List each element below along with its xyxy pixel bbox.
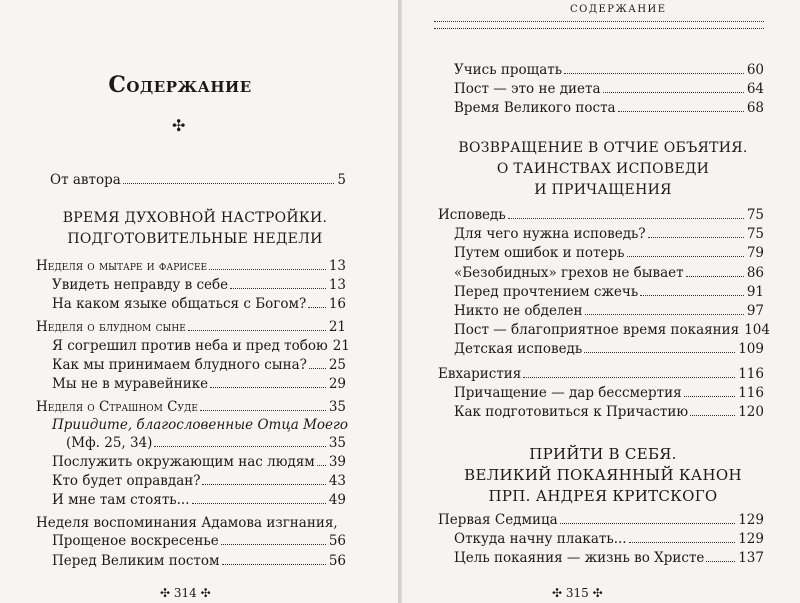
- toc-entry[interactable]: Пост — это не диета 64: [454, 81, 764, 97]
- toc-entry[interactable]: Кто будет оправдан? 43: [52, 473, 346, 489]
- page-title: Содержание: [108, 72, 252, 98]
- toc-entry[interactable]: Время Великого поста 68: [454, 100, 764, 116]
- toc-entry[interactable]: Пост — благоприятное время покаяния 104: [454, 322, 770, 338]
- toc-entry[interactable]: Увидеть неправду в себе 13: [52, 277, 346, 293]
- section-heading-1: ВРЕМЯ ДУХОВНОЙ НАСТРОЙКИ. ПОДГОТОВИТЕЛЬНЫЕ НЕДЕЛИ: [62, 210, 328, 247]
- toc-entry[interactable]: Мы не в муравейнике 29: [52, 376, 346, 392]
- toc-entry[interactable]: Цель покаяния — жизнь во Христе 137: [454, 550, 764, 566]
- toc-entry[interactable]: Прощеное воскресенье 56: [52, 533, 346, 549]
- cross-ornament-icon: ✣: [172, 116, 186, 135]
- toc-entry[interactable]: Учись прощать 60: [454, 62, 764, 78]
- toc-entry-line1: Неделя воспоминания Адамова изгнания,: [36, 515, 338, 531]
- toc-entry[interactable]: Неделя о Страшном Суде 35: [36, 399, 346, 415]
- toc-entry[interactable]: Откуда начну плакать... 129: [454, 531, 764, 547]
- page-number: ✣ 315 ✣: [552, 586, 603, 600]
- section-heading-3: ПРИЙТИ В СЕБЯ. ВЕЛИКИЙ ПОКАЯННЫЙ КАНОН ПРП. АНДРЕЯ КРИТСКОГО: [464, 445, 742, 505]
- toc-entry[interactable]: Как подготовиться к Причастию 120: [454, 404, 764, 420]
- toc-entry[interactable]: Как мы принимаем блудного сына? 25: [52, 357, 346, 373]
- toc-entry[interactable]: Путем ошибок и потерь 79: [454, 245, 764, 261]
- running-head: СОДЕРЖАНИЕ: [570, 4, 667, 15]
- toc-entry-author[interactable]: От автора 5: [50, 172, 346, 188]
- toc-entry[interactable]: Перед Великим постом 56: [52, 553, 346, 569]
- page-number: ✣ 314 ✣: [160, 586, 211, 600]
- toc-entry[interactable]: Первая Седмица 129: [438, 512, 764, 528]
- toc-entry[interactable]: Причащение — дар бессмертия 116: [454, 385, 764, 401]
- toc-entry[interactable]: «Безобидных» грехов не бывает 86: [454, 265, 764, 281]
- toc-entry[interactable]: (Мф. 25, 34) 35: [66, 435, 346, 451]
- toc-entry[interactable]: Неделя о мытаре и фарисее 13: [36, 258, 346, 274]
- right-page: [402, 0, 800, 603]
- toc-entry[interactable]: Евхаристия 116: [438, 366, 764, 382]
- toc-entry[interactable]: Неделя о блудном сыне 21: [36, 319, 346, 335]
- toc-entry[interactable]: Для чего нужна исповедь? 75: [454, 226, 764, 242]
- toc-entry[interactable]: Я согрешил против неба и пред тобою 21: [52, 338, 350, 354]
- section-heading-2: ВОЗВРАЩЕНИЕ В ОТЧИЕ ОБЪЯТИЯ. О ТАИНСТВАХ ИСПОВЕДИ И ПРИЧАЩЕНИЯ: [458, 140, 748, 198]
- toc-entry[interactable]: И мне там стоять... 49: [52, 492, 346, 508]
- toc-entry[interactable]: Исповедь 75: [438, 207, 764, 223]
- toc-entry[interactable]: Детская исповедь 109: [454, 341, 764, 357]
- left-page: [0, 0, 398, 603]
- toc-entry[interactable]: Послужить окружающим нас людям 39: [52, 454, 346, 470]
- toc-entry[interactable]: На каком языке общаться с Богом? 16: [52, 296, 346, 312]
- toc-entry[interactable]: Перед прочтением сжечь 91: [454, 284, 764, 300]
- toc-entry[interactable]: Никто не обделен 97: [454, 303, 764, 319]
- toc-entry-line1: Приидите, благословенные Отца Моего: [52, 417, 348, 433]
- ornament-band: [434, 21, 764, 29]
